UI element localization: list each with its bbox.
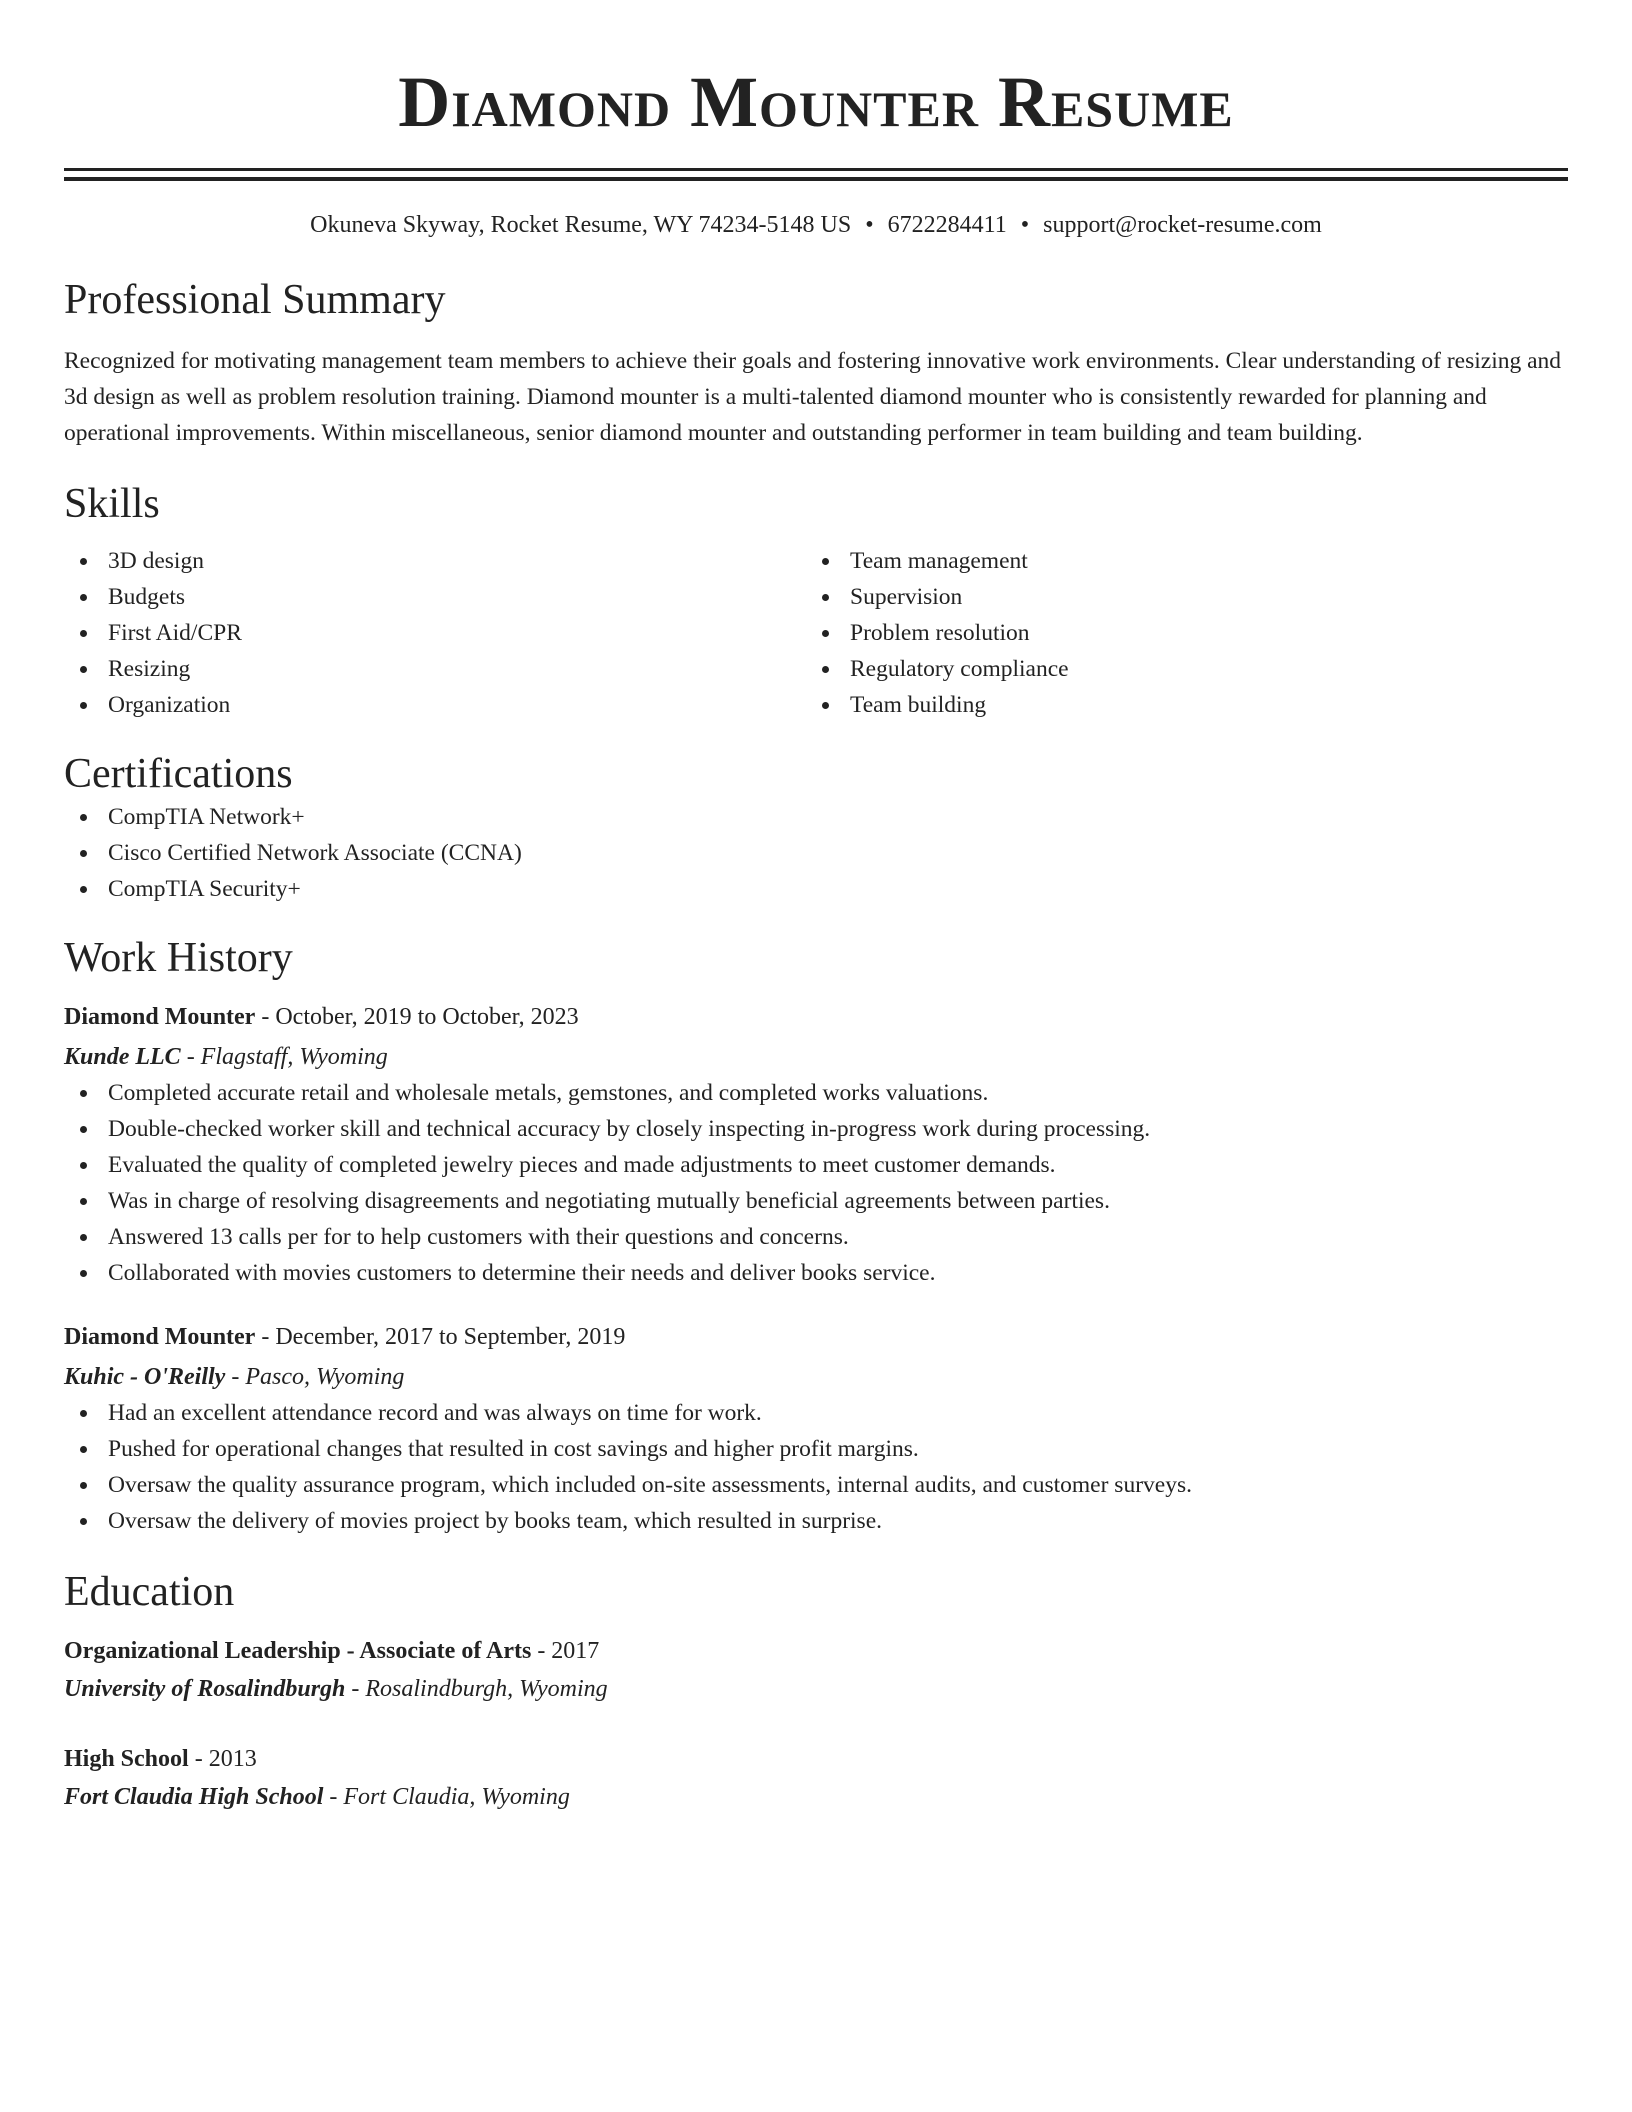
skill-item: Team management: [806, 543, 1548, 579]
job-location: - Pasco, Wyoming: [225, 1364, 405, 1390]
education-location: - Fort Claudia, Wyoming: [323, 1784, 570, 1810]
certification-item: CompTIA Security+: [64, 871, 1568, 907]
job-dates: - October, 2019 to October, 2023: [255, 1004, 579, 1030]
skills-column-left: [64, 543, 806, 723]
contact-address: Okuneva Skyway, Rocket Resume, WY 74234-5148 US: [310, 212, 852, 238]
contact-separator: •: [865, 212, 874, 238]
job-duties: [64, 1075, 1568, 1291]
certification-item: CompTIA Network+: [64, 799, 1568, 835]
contact-phone: 6722284411: [887, 212, 1007, 238]
job-duties: [64, 1395, 1568, 1539]
job-location: - Flagstaff, Wyoming: [180, 1044, 388, 1070]
education-heading-line: [64, 1633, 1568, 1669]
job-duty-item: Completed accurate retail and wholesale metals, gemstones, and completed works valuations.: [64, 1075, 1568, 1111]
job-duty-item: Answered 13 calls per for to help customers with their questions and concerns.: [64, 1219, 1568, 1255]
skill-item: Supervision: [806, 579, 1548, 615]
skill-item: 3D design: [64, 543, 806, 579]
skills-heading: Skills: [64, 481, 160, 527]
job-company: Kunde LLC: [64, 1044, 181, 1070]
education-entry: [64, 1741, 1568, 1815]
education-location: - Rosalindburgh, Wyoming: [345, 1676, 608, 1702]
job-role: Diamond Mounter: [64, 1004, 256, 1030]
job-employer: [64, 1039, 1568, 1075]
skill-item: Budgets: [64, 579, 806, 615]
job-role: Diamond Mounter: [64, 1324, 256, 1350]
job-duty-item: Double-checked worker skill and technical accuracy by closely inspecting in-progress work during processing.: [64, 1111, 1568, 1147]
skill-item: Team building: [806, 687, 1548, 723]
job-duty-item: Had an excellent attendance record and was always on time for work.: [64, 1395, 1568, 1431]
job-duty-item: Oversaw the delivery of movies project by books team, which resulted in surprise.: [64, 1503, 1568, 1539]
job-employer: [64, 1359, 1568, 1395]
job-duty-item: Evaluated the quality of completed jewelry pieces and made adjustments to meet customer demands.: [64, 1147, 1568, 1183]
education-entry: [64, 1633, 1568, 1707]
certifications-list: [64, 799, 1568, 907]
resume-title: Diamond Mounter Resume: [398, 62, 1234, 142]
job-heading: [64, 999, 1568, 1035]
education-heading: Education: [64, 1569, 235, 1615]
job-duty-item: Oversaw the quality assurance program, which included on-site assessments, internal audits, and customer surveys.: [64, 1467, 1568, 1503]
header-divider-top: [64, 168, 1568, 171]
education-school-line: [64, 1671, 1568, 1707]
job-duty-item: Was in charge of resolving disagreements and negotiating mutually beneficial agreements between parties.: [64, 1183, 1568, 1219]
job-entry: [64, 999, 1568, 1291]
resume-page: [64, 0, 1568, 1815]
header-divider-bottom: [64, 177, 1568, 181]
education-heading-line: [64, 1741, 1568, 1777]
skill-item: Regulatory compliance: [806, 651, 1548, 687]
summary-heading: Professional Summary: [64, 277, 446, 323]
job-duty-item: Pushed for operational changes that resulted in cost savings and higher profit margins.: [64, 1431, 1568, 1467]
education-degree: Organizational Leadership - Associate of Arts: [64, 1638, 532, 1664]
contact-separator: •: [1020, 212, 1030, 238]
education-school-line: [64, 1779, 1568, 1815]
education-degree: High School: [64, 1746, 189, 1772]
contact-line: [64, 209, 1568, 241]
summary-text: Recognized for motivating management team members to achieve their goals and fostering innovative work environments. Clear understanding of resizing and 3d design as well as problem resolution training. Diamond mounter is a multi-talented diamond mounter who is consistently rewarded for planning and operational improvements. Within miscellaneous, senior diamond mounter and outstanding performer in team building and team building.: [64, 348, 1562, 446]
job-entry: [64, 1319, 1568, 1539]
education-year: - 2013: [188, 1746, 257, 1772]
skills-list: [64, 543, 1568, 723]
skill-item: Problem resolution: [806, 615, 1548, 651]
education-school: University of Rosalindburgh: [64, 1676, 346, 1702]
certifications-heading: Certifications: [64, 751, 293, 797]
education-school: Fort Claudia High School: [64, 1784, 324, 1810]
work-history-heading: Work History: [64, 935, 293, 981]
job-dates: - December, 2017 to September, 2019: [255, 1324, 626, 1350]
job-company: Kuhic - O'Reilly: [64, 1364, 226, 1390]
job-duty-item: Collaborated with movies customers to determine their needs and deliver books service.: [64, 1255, 1568, 1291]
job-heading: [64, 1319, 1568, 1355]
skill-item: Resizing: [64, 651, 806, 687]
skill-item: Organization: [64, 687, 806, 723]
contact-email: support@rocket-resume.com: [1043, 212, 1322, 238]
certification-item: Cisco Certified Network Associate (CCNA): [64, 835, 1568, 871]
skill-item: First Aid/CPR: [64, 615, 806, 651]
skills-column-right: [806, 543, 1548, 723]
education-year: - 2017: [531, 1638, 600, 1664]
